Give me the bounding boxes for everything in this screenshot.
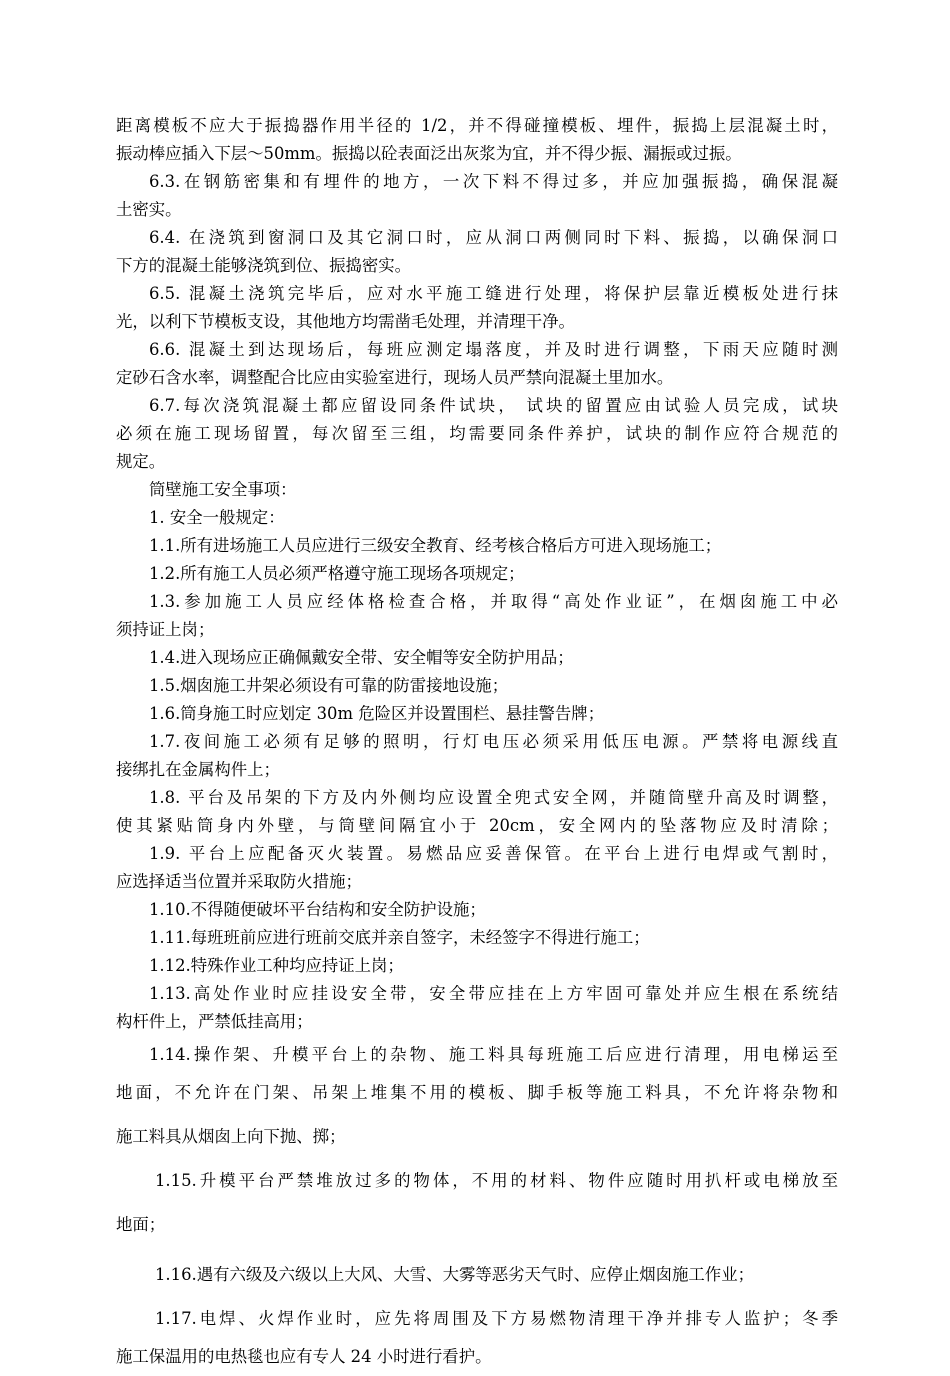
text-line: 光，以利下节模板支设，其他地方均需凿毛处理，并清理干净。 — [116, 312, 575, 331]
text-line: 1.11.每班班前应进行班前交底并亲自签字，未经签字不得进行施工； — [149, 928, 650, 947]
text-line: 1.2.所有施工人员必须严格遵守施工现场各项规定； — [149, 564, 525, 583]
text-line: 下方的混凝土能够浇筑到位、振捣密实。 — [116, 256, 412, 275]
document-body — [116, 112, 838, 1376]
text-line: 6.4. 在浇筑到窗洞口及其它洞口时，应从洞口两侧同时下料、振捣，以确保洞口 — [149, 228, 838, 247]
text-line: 地面； — [116, 1215, 166, 1234]
text-line: 地面，不允许在门架、吊架上堆集不用的模板、脚手板等施工料具，不允许将杂物和 — [116, 1083, 838, 1102]
text-line: 1.1.所有进场施工人员应进行三级安全教育、经考核合格后方可进入现场施工； — [149, 536, 722, 555]
text-line: 振动棒应插入下层～50mm。振捣以砼表面泛出灰浆为宜，并不得少振、漏振或过振。 — [116, 144, 742, 163]
text-line: 1.15.升模平台严禁堆放过多的物体，不用的材料、物件应随时用扒杆或电梯放至 — [155, 1171, 838, 1190]
text-line: 土密实。 — [116, 200, 182, 219]
text-line: 6.5. 混凝土浇筑完毕后，应对水平施工缝进行处理，将保护层靠近模板处进行抹 — [149, 284, 838, 303]
text-line: 1.17.电焊、火焊作业时，应先将周围及下方易燃物清理干净并排专人监护；冬季 — [155, 1309, 838, 1328]
text-line: 1.9. 平台上应配备灭火装置。易燃品应妥善保管。在平台上进行电焊或气割时， — [149, 844, 838, 863]
section-heading: 筒壁施工安全事项： — [149, 480, 297, 499]
text-line: 定砂石含水率，调整配合比应由实验室进行，现场人员严禁向混凝土里加水。 — [116, 368, 674, 387]
text-line: 构杆件上，严禁低挂高用； — [116, 1012, 313, 1031]
text-line: 规定。 — [116, 452, 166, 471]
text-line: 6.7.每次浇筑混凝土都应留设同条件试块， 试块的留置应由试验人员完成，试块 — [149, 396, 838, 415]
text-line: 6.6. 混凝土到达现场后，每班应测定塌落度，并及时进行调整，下雨天应随时测 — [149, 340, 838, 359]
text-line: 1.14.操作架、升模平台上的杂物、施工料具每班施工后应进行清理，用电梯运至 — [149, 1045, 838, 1064]
text-line: 1.13.高处作业时应挂设安全带，安全带应挂在上方牢固可靠处并应生根在系统结 — [149, 984, 838, 1003]
text-line: 施工料具从烟囱上向下抛、掷； — [116, 1127, 346, 1146]
text-line: 1.8. 平台及吊架的下方及内外侧均应设置全兜式安全网，并随筒壁升高及时调整， — [149, 788, 838, 807]
text-line: 1.7.夜间施工必须有足够的照明，行灯电压必须采用低压电源。严禁将电源线直 — [149, 732, 838, 751]
text-line: 1.12.特殊作业工种均应持证上岗； — [149, 956, 404, 975]
text-line: 距离模板不应大于振捣器作用半径的 1/2，并不得碰撞模板、埋件，振捣上层混凝土时， — [116, 116, 838, 135]
text-line: 施工保温用的电热毯也应有专人 24 小时进行看护。 — [116, 1347, 492, 1366]
subsection-heading: 1. 安全一般规定： — [149, 508, 285, 527]
text-line: 须持证上岗； — [116, 620, 215, 639]
text-line: 1.10.不得随便破坏平台结构和安全防护设施； — [149, 900, 486, 919]
text-line: 接绑扎在金属构件上； — [116, 760, 280, 779]
text-line: 1.6.筒身施工时应划定 30m 危险区并设置围栏、悬挂警告牌； — [149, 704, 605, 723]
text-line: 1.3.参加施工人员应经体格检查合格，并取得“高处作业证”，在烟囱施工中必 — [149, 592, 838, 611]
text-line: 应选择适当位置并采取防火措施； — [116, 872, 362, 891]
text-line: 1.5.烟囱施工井架必须设有可靠的防雷接地设施； — [149, 676, 509, 695]
text-line: 1.4.进入现场应正确佩戴安全带、安全帽等安全防护用品； — [149, 648, 574, 667]
text-line: 必须在施工现场留置，每次留至三组，均需要同条件养护，试块的制作应符合规范的 — [116, 424, 838, 443]
text-line: 6.3.在钢筋密集和有埋件的地方，一次下料不得过多，并应加强振捣，确保混凝 — [149, 172, 838, 191]
text-line: 使其紧贴筒身内外壁，与筒壁间隔宜小于 20cm，安全网内的坠落物应及时清除； — [116, 816, 838, 835]
text-line: 1.16.遇有六级及六级以上大风、大雪、大雾等恶劣天气时、应停止烟囱施工作业； — [155, 1265, 754, 1284]
